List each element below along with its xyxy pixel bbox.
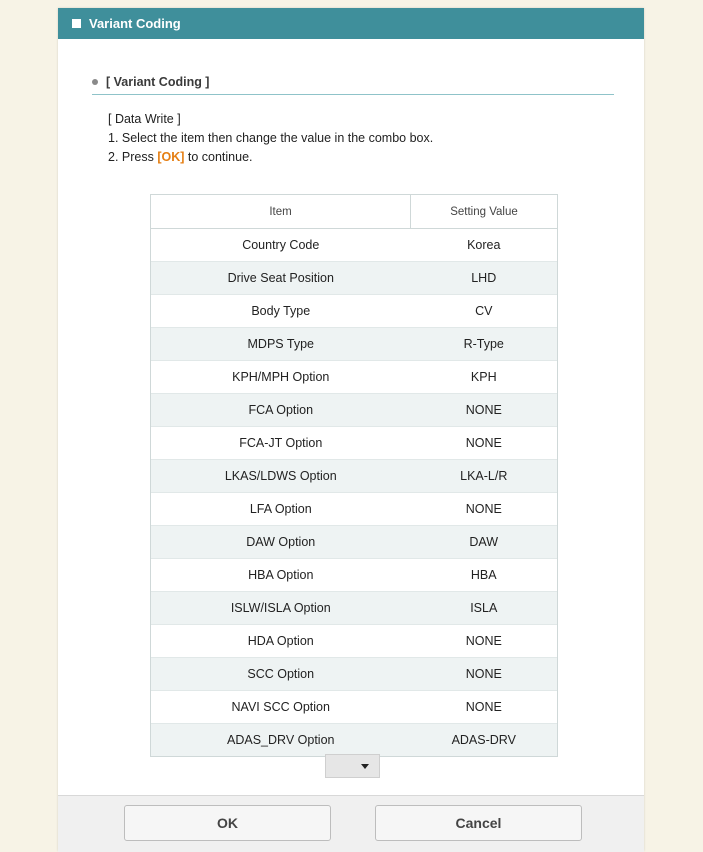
table-row[interactable] [151, 625, 557, 658]
variant-coding-dialog [58, 8, 644, 851]
table-row[interactable] [151, 295, 557, 328]
header-setting-value: Setting Value [411, 195, 558, 229]
table-row[interactable] [151, 460, 557, 493]
table-header-row [151, 195, 557, 229]
cancel-button[interactable]: Cancel [375, 805, 582, 841]
table-row[interactable] [151, 262, 557, 295]
instruction-line-3 [108, 148, 433, 167]
instruction-line-3-prefix: 2. Press [108, 150, 158, 164]
value-cell: LKA-L/R [411, 460, 558, 493]
table-row[interactable] [151, 229, 557, 262]
title-square-icon [72, 19, 81, 28]
table-row[interactable] [151, 724, 557, 757]
value-cell: CV [411, 295, 558, 328]
value-cell: R-Type [411, 328, 558, 361]
item-cell: HBA Option [151, 559, 411, 592]
value-combo-box[interactable] [325, 754, 380, 778]
table-row[interactable] [151, 394, 557, 427]
instructions [108, 110, 433, 167]
value-cell: NONE [411, 691, 558, 724]
table-row[interactable] [151, 658, 557, 691]
item-cell: SCC Option [151, 658, 411, 691]
table-row[interactable] [151, 691, 557, 724]
item-cell: FCA-JT Option [151, 427, 411, 460]
item-cell: HDA Option [151, 625, 411, 658]
table-row[interactable] [151, 592, 557, 625]
window-title: Variant Coding [89, 16, 181, 31]
value-cell: HBA [411, 559, 558, 592]
value-cell: NONE [411, 394, 558, 427]
item-cell: Country Code [151, 229, 411, 262]
ok-button[interactable]: OK [124, 805, 331, 841]
item-cell: KPH/MPH Option [151, 361, 411, 394]
bullet-icon [92, 79, 98, 85]
header-item: Item [151, 195, 411, 229]
window-titlebar [58, 8, 644, 39]
dialog-footer [58, 795, 644, 852]
instruction-line-2: 1. Select the item then change the value in the combo box. [108, 131, 434, 145]
value-cell: NONE [411, 427, 558, 460]
value-cell: ADAS-DRV [411, 724, 558, 757]
item-cell: ADAS_DRV Option [151, 724, 411, 757]
value-cell: ISLA [411, 592, 558, 625]
item-cell: FCA Option [151, 394, 411, 427]
instruction-ok-highlight: [OK] [157, 150, 185, 164]
table-row[interactable] [151, 328, 557, 361]
value-cell: NONE [411, 625, 558, 658]
item-cell: LFA Option [151, 493, 411, 526]
item-cell: DAW Option [151, 526, 411, 559]
instruction-line-1: [ Data Write ] [108, 112, 181, 126]
value-cell: KPH [411, 361, 558, 394]
table-row[interactable] [151, 493, 557, 526]
item-cell: Drive Seat Position [151, 262, 411, 295]
item-cell: Body Type [151, 295, 411, 328]
item-cell: ISLW/ISLA Option [151, 592, 411, 625]
value-cell: DAW [411, 526, 558, 559]
item-cell: MDPS Type [151, 328, 411, 361]
value-cell: Korea [411, 229, 558, 262]
item-cell: NAVI SCC Option [151, 691, 411, 724]
section-heading [92, 70, 614, 95]
item-cell: LKAS/LDWS Option [151, 460, 411, 493]
section-heading-text: [ Variant Coding ] [106, 75, 210, 89]
variant-table [150, 194, 558, 757]
table-row[interactable] [151, 559, 557, 592]
value-cell: LHD [411, 262, 558, 295]
table-row[interactable] [151, 361, 557, 394]
instruction-line-3-suffix: to continue. [184, 150, 253, 164]
value-cell: NONE [411, 658, 558, 691]
chevron-down-icon [361, 764, 369, 769]
table-row[interactable] [151, 526, 557, 559]
value-cell: NONE [411, 493, 558, 526]
table-row[interactable] [151, 427, 557, 460]
